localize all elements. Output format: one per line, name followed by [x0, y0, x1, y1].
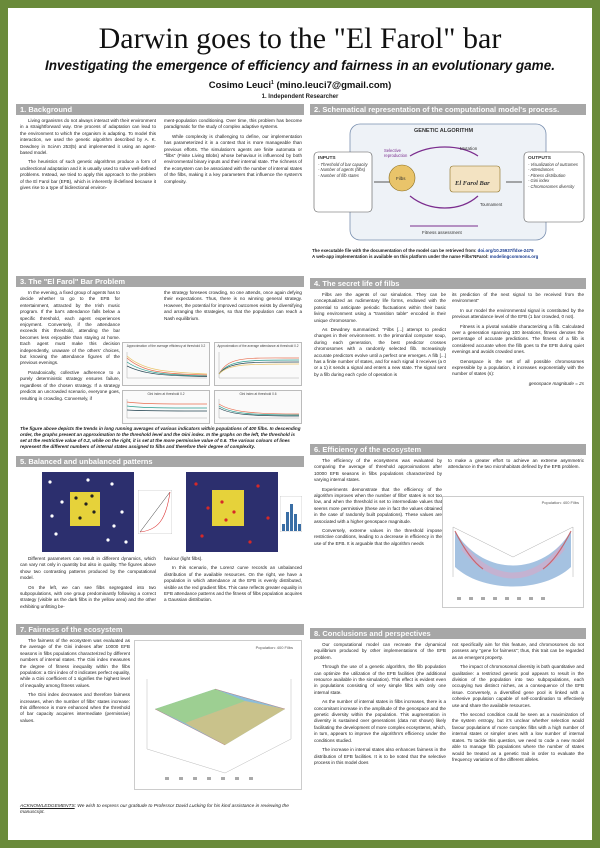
- section-problem: [16, 276, 304, 454]
- author-line: [8, 80, 592, 91]
- section-text-col-2: [452, 642, 584, 766]
- section-text-col-2: [448, 458, 584, 474]
- bar-label: El Farol Bar: [455, 180, 490, 187]
- note-text: The executable file with the documentation of the model can be retrieved from:: [312, 248, 477, 253]
- chart-title: Approximation of the average efficiency at threshold 0.2: [126, 344, 206, 348]
- chart-title: Approximation of the average attendance at threshold 0.2: [217, 344, 299, 348]
- section-text-col-1: [20, 118, 156, 194]
- paragraph: The fairness of the ecosystem was evaluated as the average of the Gini indexes after 10000 EFB seasons in filbs populations characterized by different numbers of internal states. The Gini index measures the degree of fitness inequality within the filbs population: a Gini index of 0 indicates perfect equality, while a Gini coefficient of 1 signifies the highest level of inequality among fitness values.: [20, 638, 130, 688]
- paragraph: the strategy foresees crowding, no one attends, once again defying their expectations. Thus, there is no winning general strategy. However, the potential for improved outcomes exists by diversifying and arranging the strategies, so that the population can reach a Nash equilibrium.: [164, 290, 302, 321]
- paragraph: Conversely, extreme values in the threshold impose restrictive conditions, leading to a decrease in efficiency in the use of the EFB. It is arguable that the algorithm needs: [314, 528, 442, 546]
- paragraph: The Gini index decreases and therefore fairness increases, when the number of filbs' states increase: this difference is more enhanced when the threshold of bar capacity acquires intermediate (permissive) values.: [20, 692, 130, 723]
- section-text-col-1: [314, 458, 442, 550]
- chart-title: Gini index at threshold 0.6: [239, 392, 277, 396]
- note-text: A web-app implementation is available on this platform under the name Filbs'NFarol:: [312, 254, 489, 259]
- paragraph: Our computational model can recreate the dynamical equilibrium produced by other implementations of the EFB problem.: [314, 642, 446, 660]
- section-title: 7. Fairness of the ecosystem: [16, 624, 304, 635]
- section-text-col-1: [20, 290, 120, 405]
- chart-gini-02: [122, 390, 210, 424]
- paragraph: The efficiency of the ecosystems was evaluated by comparing the average of threshold approximations after 10000 EFB seasons in filbs populations characterized by varying internal states.: [314, 458, 442, 483]
- inputs-title: INPUTS: [318, 156, 336, 161]
- author-name: Cosimo Leuci: [208, 80, 272, 92]
- affiliation: 1. Independent Researcher: [261, 94, 339, 100]
- paragraph: The increase in internal states also enhances fairness in the distribution of EFB facilities. It is to be noted that the selective process in this model does: [314, 747, 446, 765]
- paragraph: While complexity is challenging to define, our implementation has parameterized it in a context that is more manageable than previous efforts. The simulation's agents are finite automata or "filbs" (Finite Living Blobs) whose behaviour is influenced by both environmental binary inputs and their internal state. The richness of the ecosystem can be associated with the number of internal states of the filbs, making it a key parameters that influence the system's complexity.: [164, 133, 302, 184]
- acknowledgements: [20, 804, 300, 817]
- filbs-label: Filbs: [396, 176, 406, 181]
- poster: [8, 8, 592, 840]
- paragraph: The heuristics of such genetic algorithms produce a form of undirectional adaptation and it is usually used to solve well-defined problems. Instead, we tried to apply this approach to the problem of the El Farol bar (EFB), which is inherently ill-defined because it gives rise to a type of bidirectional environ-: [20, 159, 156, 191]
- section-title: 8. Conclusions and perspectives: [310, 628, 586, 639]
- input-item: - Number of filb states: [318, 172, 359, 178]
- section-fairness: [16, 624, 304, 794]
- ack-label: ACKNOWLEDGEMENTS: [20, 804, 75, 809]
- author-sup: 1: [271, 80, 274, 86]
- selective-label: Selective reproduction: [384, 148, 408, 158]
- section-title: 5. Balanced and unbalanced patterns: [16, 456, 304, 467]
- modeling-commons-link[interactable]: modelingcommons.org: [489, 254, 539, 259]
- paragraph: In this scenario, the Lorenz curve records an unbalanced distribution of the available resources. On the right, we have a population in which attendance at the EFB is evenly distributed, visible as the red gradient filbs. This case reflects greater equality in EFB attendance patterns and the fitness of filbs population acquires a Gaussian distribution.: [164, 565, 302, 603]
- paragraph: ment-population conditioning. Over time, this problem has become paradigmatic for the study of complex adaptive systems.: [164, 118, 302, 130]
- paragraph: Fitness is a pivotal variable characterizing a filb. Calculated over a generation spanning 100 iterations, fitness denotes the percentage of accurate predictions. The fitness of a filb is considered accurate when the filb goes to the EFB during quiet evenings and avoids crowded ones.: [452, 323, 584, 355]
- paragraph: Different parameters can result in different dynamics, which can vary not only in quantity but also in quality. The figures above show two contrasting patterns produced by the computational model.: [20, 556, 156, 581]
- paragraph: Filbs are the agents of our simulation. They can be conceptualized as rudimentary life forms, endowed with the potential to anticipate periodic fluctuations within their basic living environment using a "transition table" encoded in their unique chromosome.: [314, 292, 446, 323]
- output-item: - Gini index: [528, 178, 550, 184]
- section-text-col-2: [164, 556, 302, 607]
- paragraph: Paradoxically, collective adherence to a purely deterministic strategy ensures failure, regardless of the chosen strategy. If a strategy predicts an uncrowded scenario, everyone goes, resulting in crowding. Conversely, if: [20, 369, 120, 401]
- section-efficiency: [310, 444, 586, 626]
- fairness-surface-chart: [134, 640, 302, 790]
- section-schema: [310, 104, 586, 274]
- paragraph: its prediction of the next signal to be received from the environment": [452, 292, 584, 304]
- ga-label: GENETIC ALGORITHM: [414, 128, 474, 134]
- section-text-col-2: [164, 118, 302, 188]
- section-background: [16, 104, 304, 272]
- mutation-label: Mutation: [460, 146, 478, 151]
- efficiency-surface-chart: [442, 496, 584, 608]
- paragraph: The impact of chromosomal diversity is both quantitative and qualitative: a restricted genetic pool appears to result in the division of the population into two subpopulations, each occupying two distinct niches, as a consequence of the EFB issue. Conversely, a diversified gene pool is linked with a cohesive population capable of self-coordination to effectively use and share the available resources.: [452, 664, 584, 708]
- chart-label: Population: 400 Filbs: [255, 645, 293, 650]
- outputs-title: OUTPUTS: [528, 156, 551, 161]
- fitness-label: Fitness assessment: [422, 230, 462, 235]
- paragraph: As Dewdney summarized: "Filbs [...] attempt to predict changes in their environment. In the primordial computer soup, during each generation, the best predictor crosses chromosomes with a randomly selected filb. Increasingly accurate predictors evolve until a perfect one emerges. A filb [...] has a finite number of states, and for each signal it receives (a 0 or a 1) it sends a signal and enters a new state. The signal sent by a filb during each cycle of operation is: [314, 327, 446, 377]
- paragraph: In the evening, a fixed group of agents has to decide whether to go to the EFB for entertainment, attracted by the Irish music program. If the bar's attendance falls below a specific threshold, each agent experiences enjoyment. Conversely, if the attendance exceeds this threshold, attending the bar becomes less enjoyable than staying at home. Each agent must make this decision independently, unaware of the others' choices, but knowing the attendance figures of the previous evenings.: [20, 290, 120, 366]
- availability-note: [312, 248, 586, 260]
- paragraph: As the number of internal states in filbs increases, there is a concomitant increase in the amplitude of the genospace and the genetic diversity within the population. This augmentation in diversity is sustained over generations (data not shown) likely facilitating the development of more complex ecosystems, which, in turn, appears to improve the algorithm's efficiency under the conditions studied.: [314, 699, 447, 743]
- lorenz-curve: [138, 490, 172, 534]
- paragraph: Genospace is the set of all possible chromosomes expressible by a population, it increases exponentially with the number of states (s):: [452, 358, 584, 377]
- section-title: 1. Background: [16, 104, 304, 115]
- section-text-col-2: [452, 292, 584, 390]
- paragraph: Experiments demonstrate that the efficiency of the algorithm improves when the number of filbs' states is not too low, and when the threshold is set to intermediate values that seems more permissive (these are in fact the values obtained in the case of randomly built populations). These values are associated with a higher genospace magnitude.: [314, 486, 442, 524]
- paragraph: In our model the environmental signal is constituted by the previous attendance level of the EFB (1 bar crowded, 0 not).: [452, 307, 584, 320]
- section-text-col-1: [20, 556, 156, 613]
- poster-title: Darwin goes to the "El Farol" bar: [98, 22, 502, 55]
- paragraph: not specifically aim for this feature, and chromosomes do not possess any "gene for fairness"; thus, this trait can be regarded as an emergent property.: [452, 642, 584, 660]
- paragraph: On the left, we can see filbs segregated into two subpopulations, with one group predominantly following a correct strategy (visible as the dark filbs in the yellow area) and the other exhibiting unfitting be-: [20, 584, 156, 609]
- pattern-balanced-image: [186, 472, 278, 552]
- fitness-histogram: [280, 496, 302, 532]
- section-conclusions: [310, 628, 586, 836]
- section-text-col-1: [20, 638, 130, 727]
- section-filbs: [310, 278, 586, 442]
- chart-label: Population: 400 Filbs: [541, 500, 579, 505]
- section-text-col-2: [164, 290, 302, 325]
- section-text-col-1: [314, 292, 446, 381]
- paragraph: Living organisms do not always interact with their environment in a straightforward way. One process of adaptation can lead to the environment to which the organism is adapting. To model this interaction, we used the genetic algorithm described by A. K. Dewdney in SciAm 253(5) and implemented it using an agent-based model.: [20, 118, 156, 156]
- output-item: - Attendances: [528, 167, 554, 173]
- paragraph: to make a greater effort to achieve an extreme asymmetric attendance in the two microhabitats defined by the EFB problem.: [448, 458, 584, 470]
- author-email: (mino.leuci7@gmail.com): [276, 80, 392, 92]
- chart-attendance-02: [214, 342, 302, 386]
- doi-link[interactable]: doi.org/10.25937/fdxe-2479: [477, 248, 534, 253]
- paragraph: Through the use of a genetic algorithm, the filb population can optimize the utilization of the EFB facilities (the additional resource available in the simulation). This effect is evident even in populations consisting of very simple filbs with only one internal state.: [314, 664, 446, 695]
- chart-efficiency-02: [122, 342, 210, 386]
- section-title: 3. The "El Farol" Bar Problem: [16, 276, 304, 287]
- input-item: - Number of agents (filbs): [318, 167, 366, 173]
- section-title: 2. Schematical representation of the computational model's process.: [310, 104, 586, 115]
- paragraph: The second condition could be seen as a maximization of the system entropy, but it's unclear whether selection would favour populations of more complex filbs with a high number of internal states or simpler ones with a low number of internal states. To tackle this question, we need to code a new model able to manage filb populations where the number of states would be treated as a genetic trait in order to evaluate the frequency variations of the different alleles.: [452, 712, 584, 762]
- output-item: - Visualization of outcomes: [528, 161, 578, 167]
- paragraph: haviour (light filbs).: [164, 556, 203, 561]
- chart-gini-06: [214, 390, 302, 424]
- formula: genospace magnitude = 2s: [528, 380, 584, 386]
- output-item: - Chromosomes diversity: [528, 183, 575, 189]
- chart-title: Gini index at threshold 0.2: [147, 392, 185, 396]
- ack-text: : We wish to express our gratitude to Professor David Lucking for his kind assistance in reviewing the manuscript.: [20, 804, 289, 816]
- pattern-unbalanced-image: [42, 472, 134, 552]
- input-item: - Threshold of bar capacity: [318, 161, 368, 167]
- outputs-box: [528, 156, 584, 190]
- poster-subtitle: Investigating the emergence of efficiency and fairness in an evolutionary game.: [45, 58, 555, 73]
- tournament-label: Tournament: [480, 202, 503, 207]
- inputs-box: [318, 156, 370, 178]
- output-item: - Fitness distribution: [528, 172, 566, 178]
- figure-caption: The figure above depicts the trends in long running averages of various indicators within populations of 400 filbs. In descending order, the graphs present an approximation to the threshold level and the Gini index. In the graphs on the left, the threshold is set at the restrictive value of 0.2, while on the right, it is set at the more permissive value of 0.6. The various colours of lines represent the different numbers of internal states assigned to filbs and therefore their degree of complexity.: [20, 426, 301, 449]
- section-title: 4. The secret life of filbs: [310, 278, 586, 289]
- section-title: 6. Efficiency of the ecosystem: [310, 444, 586, 455]
- section-patterns: [16, 456, 304, 618]
- section-text-col-1: [314, 642, 446, 769]
